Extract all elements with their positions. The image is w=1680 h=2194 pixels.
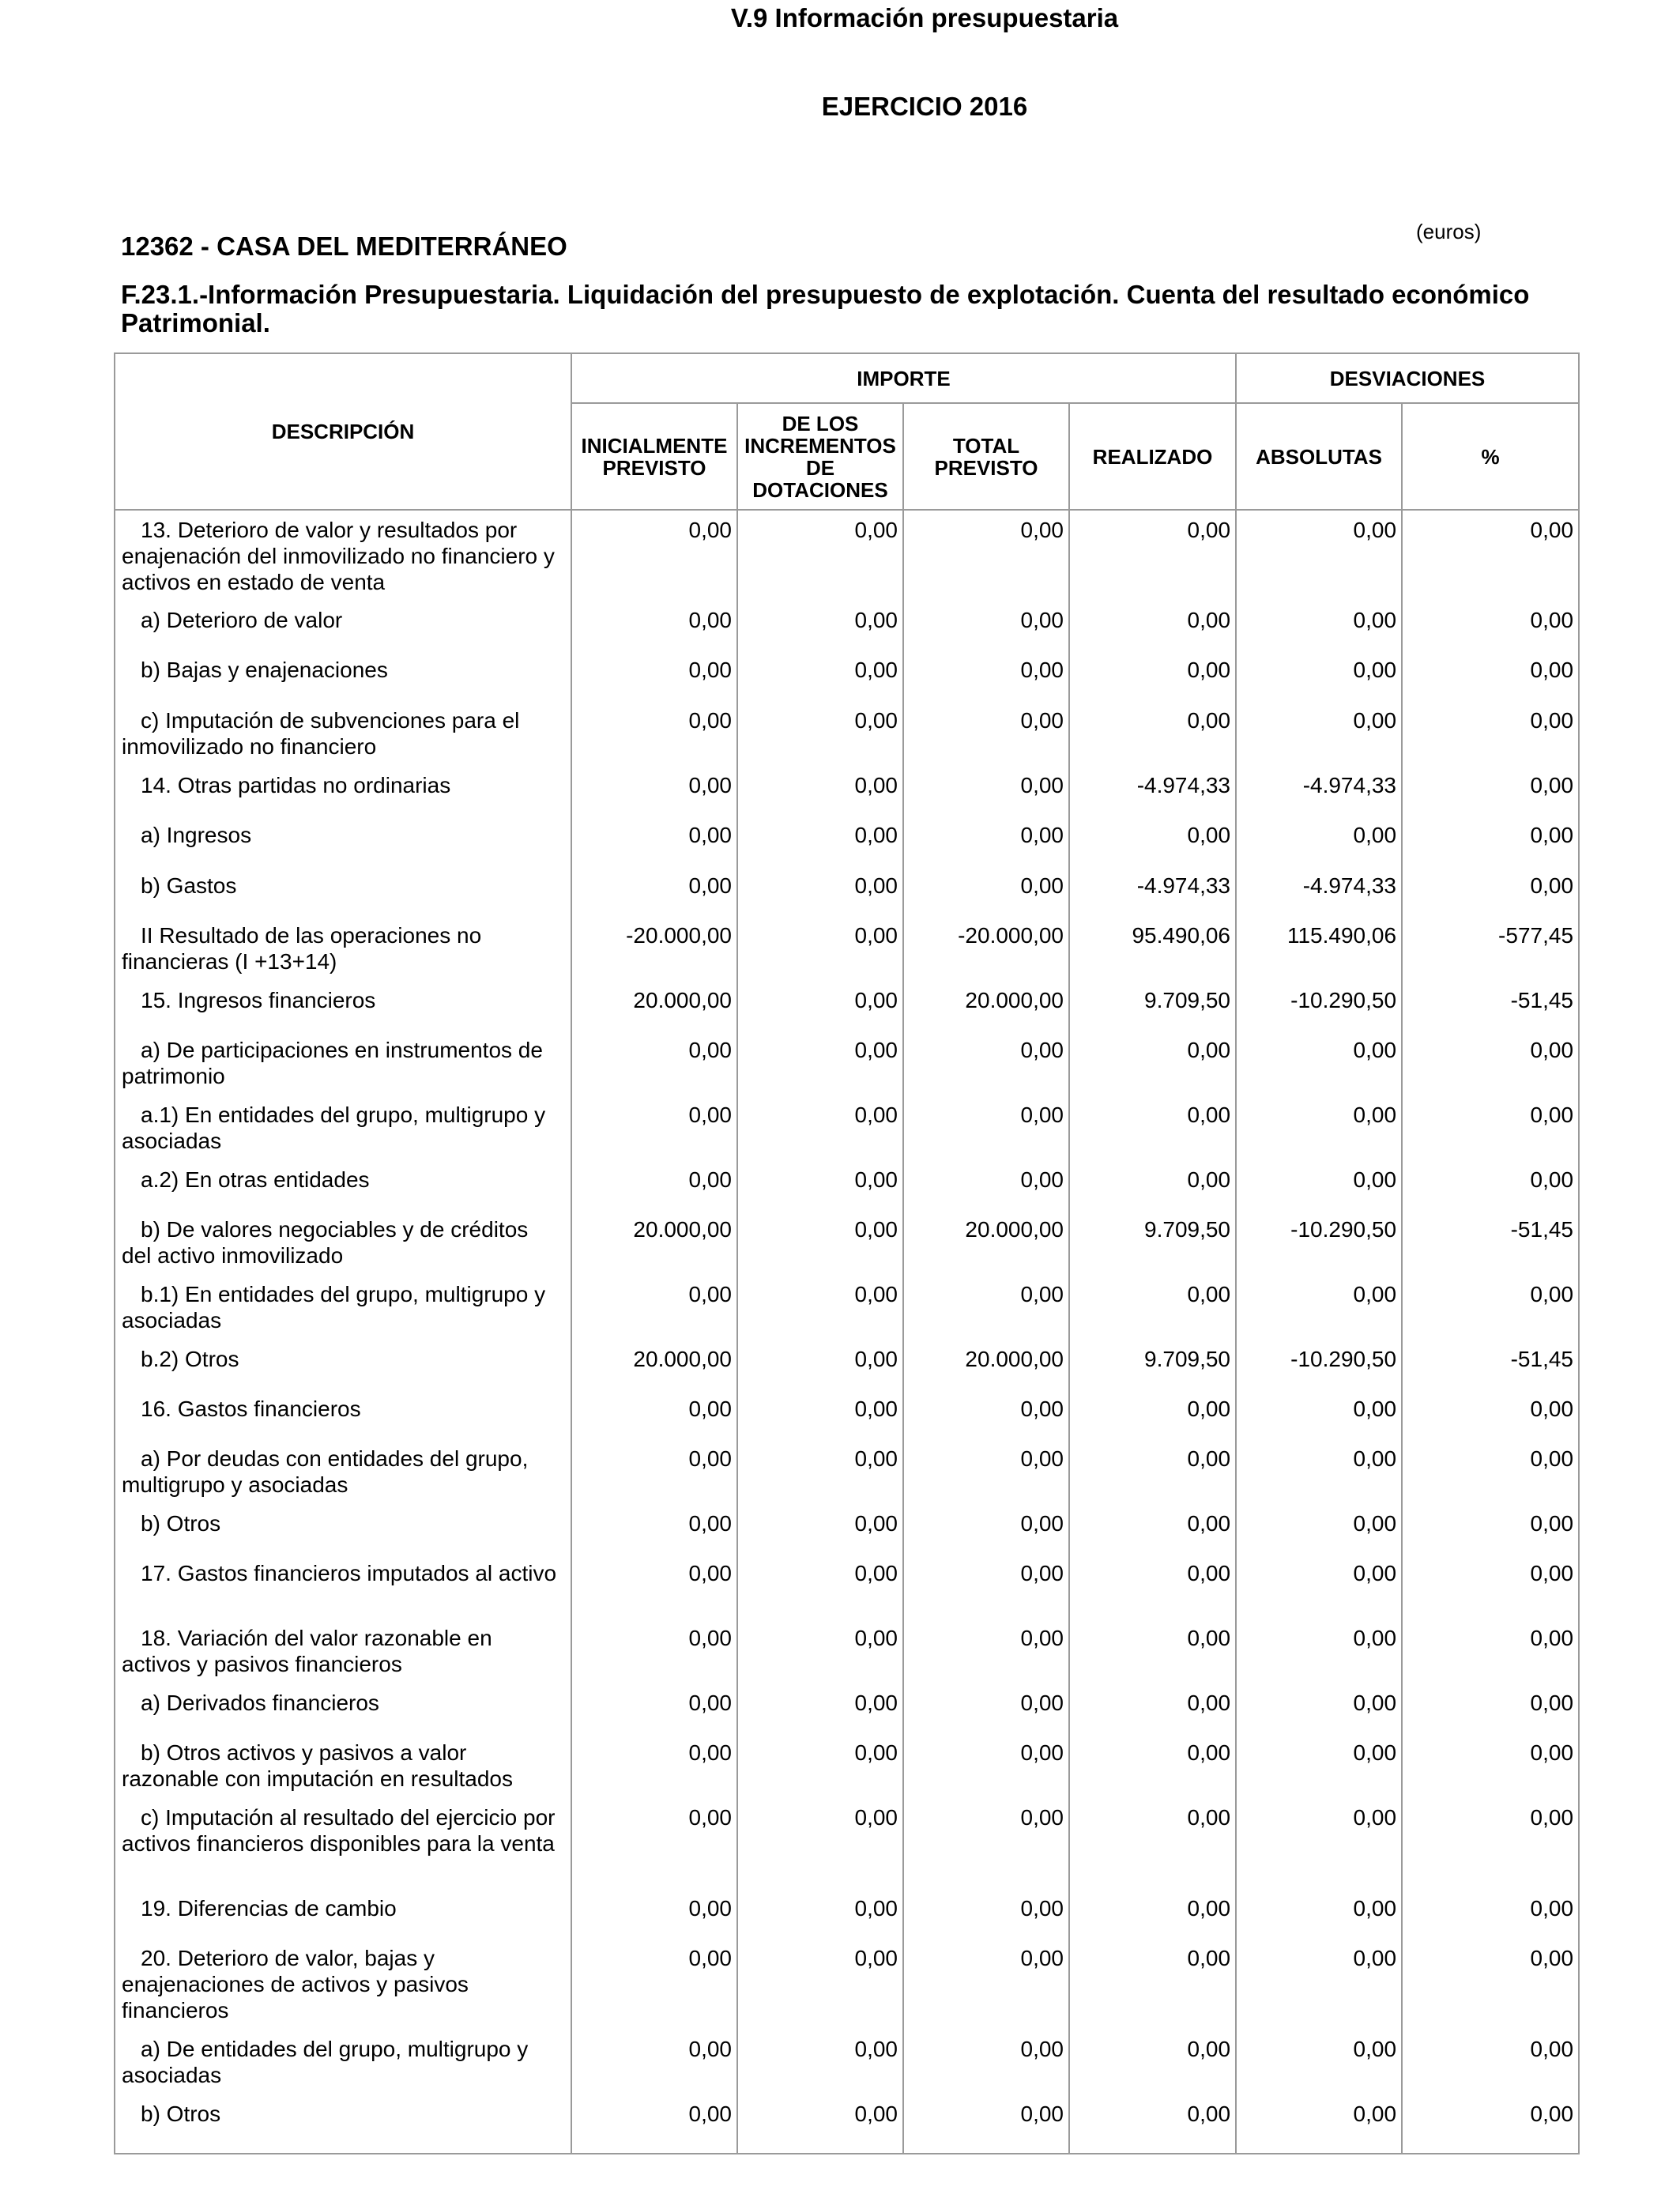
cell-percent: 0,00 [1402, 2030, 1579, 2094]
row-description-text: c) Imputación de subvenciones para el inmovilizado no financiero [122, 708, 520, 759]
cell-percent: 0,00 [1402, 1619, 1579, 1683]
header-percent: % [1402, 403, 1579, 510]
cell-percent: 0,00 [1402, 650, 1579, 701]
cell-realizado: 0,00 [1069, 1733, 1236, 1798]
row-description [115, 1095, 571, 1160]
table-row [115, 1160, 1579, 1210]
row-description-text: 18. Variación del valor razonable en activos y pasivos financieros [122, 1626, 492, 1676]
cell-inicialmente-previsto: 0,00 [571, 1389, 737, 1439]
cell-total-previsto: 0,00 [903, 1439, 1069, 1504]
cell-total-previsto: -20.000,00 [903, 916, 1069, 981]
row-description [115, 1439, 571, 1504]
cell-incrementos: 0,00 [737, 866, 903, 916]
table-row [115, 2030, 1579, 2094]
row-description-text: b.2) Otros [141, 1347, 239, 1371]
cell-inicialmente-previsto: 0,00 [571, 1095, 737, 1160]
row-description [115, 1031, 571, 1095]
cell-total-previsto: 0,00 [903, 510, 1069, 601]
cell-inicialmente-previsto: 20.000,00 [571, 1210, 737, 1275]
table-row [115, 816, 1579, 866]
cell-absolutas: 0,00 [1236, 510, 1402, 601]
cell-incrementos: 0,00 [737, 916, 903, 981]
table-row [115, 1275, 1579, 1340]
cell-total-previsto: 0,00 [903, 1095, 1069, 1160]
cell-total-previsto: 0,00 [903, 1683, 1069, 1733]
row-description [115, 1340, 571, 1389]
cell-percent: -51,45 [1402, 1340, 1579, 1389]
fiscal-year-heading: EJERCICIO 2016 [821, 92, 1028, 121]
row-description-text: a) Por deudas con entidades del grupo, multigrupo y asociadas [122, 1446, 529, 1497]
table-row [115, 1683, 1579, 1733]
cell-percent: 0,00 [1402, 1504, 1579, 1554]
cell-percent: 0,00 [1402, 1160, 1579, 1210]
table-row [115, 2094, 1579, 2154]
cell-incrementos: 0,00 [737, 766, 903, 816]
header-description: DESCRIPCIÓN [115, 353, 571, 510]
cell-absolutas: 0,00 [1236, 1031, 1402, 1095]
cell-inicialmente-previsto: 0,00 [571, 1733, 737, 1798]
row-description [115, 1683, 571, 1733]
table-row [115, 1439, 1579, 1504]
cell-total-previsto: 0,00 [903, 1031, 1069, 1095]
cell-absolutas: 0,00 [1236, 1619, 1402, 1683]
cell-inicialmente-previsto: 0,00 [571, 1683, 737, 1733]
cell-incrementos: 0,00 [737, 1160, 903, 1210]
cell-inicialmente-previsto: 0,00 [571, 1275, 737, 1340]
row-description-text: a) De entidades del grupo, multigrupo y asociadas [122, 2037, 529, 2087]
cell-realizado: 0,00 [1069, 650, 1236, 701]
cell-total-previsto: 0,00 [903, 1939, 1069, 2030]
row-description [115, 766, 571, 816]
row-description-text: a.1) En entidades del grupo, multigrupo y asociadas [122, 1103, 546, 1153]
cell-incrementos: 0,00 [737, 1619, 903, 1683]
cell-total-previsto: 0,00 [903, 1619, 1069, 1683]
table-row [115, 1798, 1579, 1889]
cell-total-previsto: 0,00 [903, 1889, 1069, 1939]
cell-incrementos: 0,00 [737, 701, 903, 766]
cell-inicialmente-previsto: 20.000,00 [571, 981, 737, 1031]
cell-incrementos: 0,00 [737, 1389, 903, 1439]
cell-realizado: 0,00 [1069, 1683, 1236, 1733]
table-header [115, 353, 1579, 510]
cell-incrementos: 0,00 [737, 1031, 903, 1095]
cell-incrementos: 0,00 [737, 1210, 903, 1275]
cell-inicialmente-previsto: 0,00 [571, 1439, 737, 1504]
row-description [115, 1554, 571, 1619]
table-row [115, 1554, 1579, 1619]
cell-percent: 0,00 [1402, 1554, 1579, 1619]
row-description [115, 1504, 571, 1554]
cell-total-previsto: 0,00 [903, 1733, 1069, 1798]
cell-total-previsto: 0,00 [903, 866, 1069, 916]
cell-total-previsto: 0,00 [903, 1160, 1069, 1210]
cell-total-previsto: 20.000,00 [903, 1340, 1069, 1389]
row-description-text: b) Gastos [141, 873, 237, 898]
cell-realizado: 9.709,50 [1069, 981, 1236, 1031]
cell-percent: 0,00 [1402, 2094, 1579, 2154]
table-row [115, 1389, 1579, 1439]
row-description [115, 1798, 571, 1889]
table-row [115, 1504, 1579, 1554]
cell-percent: 0,00 [1402, 1798, 1579, 1889]
cell-inicialmente-previsto: 0,00 [571, 816, 737, 866]
row-description-text: II Resultado de las operaciones no financieras (I +13+14) [122, 923, 482, 974]
cell-realizado: 0,00 [1069, 510, 1236, 601]
cell-realizado: 0,00 [1069, 1798, 1236, 1889]
header-realizado: REALIZADO [1069, 403, 1236, 510]
cell-incrementos: 0,00 [737, 1504, 903, 1554]
cell-incrementos: 0,00 [737, 650, 903, 701]
cell-total-previsto: 0,00 [903, 1389, 1069, 1439]
row-description [115, 866, 571, 916]
row-description [115, 1733, 571, 1798]
cell-percent: 0,00 [1402, 766, 1579, 816]
cell-incrementos: 0,00 [737, 1683, 903, 1733]
cell-absolutas: 0,00 [1236, 2094, 1402, 2154]
cell-incrementos: 0,00 [737, 2094, 903, 2154]
cell-incrementos: 0,00 [737, 816, 903, 866]
header-inicialmente-previsto: INICIALMENTE PREVISTO [571, 403, 737, 510]
row-description [115, 1210, 571, 1275]
cell-realizado: 0,00 [1069, 1439, 1236, 1504]
cell-incrementos: 0,00 [737, 1889, 903, 1939]
table-row [115, 1340, 1579, 1389]
row-description-text: b) Bajas y enajenaciones [141, 658, 388, 682]
cell-absolutas: -4.974,33 [1236, 766, 1402, 816]
row-description-text: a) Deterioro de valor [141, 608, 343, 632]
cell-absolutas: 0,00 [1236, 601, 1402, 650]
header-desviaciones: DESVIACIONES [1236, 353, 1579, 403]
cell-absolutas: 0,00 [1236, 650, 1402, 701]
cell-incrementos: 0,00 [737, 1095, 903, 1160]
row-description [115, 1275, 571, 1340]
table-row [115, 1939, 1579, 2030]
row-description-text: 14. Otras partidas no ordinarias [141, 773, 451, 797]
cell-realizado: -4.974,33 [1069, 766, 1236, 816]
row-description [115, 701, 571, 766]
row-description [115, 816, 571, 866]
cell-total-previsto: 0,00 [903, 816, 1069, 866]
cell-incrementos: 0,00 [737, 981, 903, 1031]
row-description-text: a) Derivados financieros [141, 1691, 379, 1715]
cell-percent: 0,00 [1402, 1389, 1579, 1439]
cell-percent: 0,00 [1402, 866, 1579, 916]
row-description [115, 1160, 571, 1210]
cell-realizado: 9.709,50 [1069, 1210, 1236, 1275]
cell-inicialmente-previsto: 0,00 [571, 1554, 737, 1619]
cell-total-previsto: 20.000,00 [903, 1210, 1069, 1275]
cell-absolutas: 0,00 [1236, 1889, 1402, 1939]
entity-name: 12362 - CASA DEL MEDITERRÁNEO [121, 232, 567, 261]
cell-total-previsto: 0,00 [903, 1798, 1069, 1889]
table-row [115, 1095, 1579, 1160]
row-description [115, 2030, 571, 2094]
cell-total-previsto: 0,00 [903, 2094, 1069, 2154]
cell-incrementos: 0,00 [737, 1439, 903, 1504]
cell-inicialmente-previsto: -20.000,00 [571, 916, 737, 981]
row-description-text: 20. Deterioro de valor, bajas y enajenaciones de activos y pasivos financieros [122, 1946, 469, 2022]
cell-absolutas: 0,00 [1236, 1939, 1402, 2030]
cell-percent: 0,00 [1402, 1889, 1579, 1939]
cell-realizado: 0,00 [1069, 2030, 1236, 2094]
row-description [115, 510, 571, 601]
cell-absolutas: -10.290,50 [1236, 981, 1402, 1031]
row-description [115, 981, 571, 1031]
table-row [115, 1889, 1579, 1939]
cell-absolutas: -4.974,33 [1236, 866, 1402, 916]
cell-percent: 0,00 [1402, 1095, 1579, 1160]
row-description-text: 17. Gastos financieros imputados al activo [141, 1561, 557, 1585]
cell-total-previsto: 0,00 [903, 1554, 1069, 1619]
cell-absolutas: 0,00 [1236, 1160, 1402, 1210]
row-description [115, 916, 571, 981]
cell-realizado: 0,00 [1069, 1504, 1236, 1554]
cell-inicialmente-previsto: 0,00 [571, 2030, 737, 2094]
table-row [115, 866, 1579, 916]
cell-percent: 0,00 [1402, 1683, 1579, 1733]
row-description [115, 650, 571, 701]
row-description-text: b) Otros [141, 1511, 221, 1536]
cell-incrementos: 0,00 [737, 1340, 903, 1389]
table-row [115, 650, 1579, 701]
cell-percent: -577,45 [1402, 916, 1579, 981]
row-description-text: b) De valores negociables y de créditos del activo inmovilizado [122, 1217, 529, 1268]
cell-inicialmente-previsto: 0,00 [571, 701, 737, 766]
table-row [115, 981, 1579, 1031]
row-description [115, 2094, 571, 2154]
cell-inicialmente-previsto: 0,00 [571, 1031, 737, 1095]
cell-percent: 0,00 [1402, 1275, 1579, 1340]
cell-realizado: 0,00 [1069, 1275, 1236, 1340]
cell-total-previsto: 0,00 [903, 701, 1069, 766]
cell-percent: 0,00 [1402, 510, 1579, 601]
cell-incrementos: 0,00 [737, 2030, 903, 2094]
cell-realizado: 0,00 [1069, 1095, 1236, 1160]
cell-realizado: 0,00 [1069, 1389, 1236, 1439]
cell-incrementos: 0,00 [737, 601, 903, 650]
cell-absolutas: 0,00 [1236, 1095, 1402, 1160]
cell-inicialmente-previsto: 20.000,00 [571, 1340, 737, 1389]
cell-inicialmente-previsto: 0,00 [571, 866, 737, 916]
cell-realizado: 0,00 [1069, 2094, 1236, 2154]
cell-realizado: -4.974,33 [1069, 866, 1236, 916]
cell-absolutas: 0,00 [1236, 816, 1402, 866]
cell-total-previsto: 0,00 [903, 1275, 1069, 1340]
cell-total-previsto: 20.000,00 [903, 981, 1069, 1031]
cell-inicialmente-previsto: 0,00 [571, 1504, 737, 1554]
cell-absolutas: 0,00 [1236, 1683, 1402, 1733]
row-description-text: 15. Ingresos financieros [141, 988, 376, 1012]
cell-inicialmente-previsto: 0,00 [571, 1160, 737, 1210]
cell-total-previsto: 0,00 [903, 1504, 1069, 1554]
cell-absolutas: -10.290,50 [1236, 1210, 1402, 1275]
cell-absolutas: 0,00 [1236, 701, 1402, 766]
row-description-text: a.2) En otras entidades [141, 1167, 370, 1192]
table-row [115, 1733, 1579, 1798]
table-row [115, 916, 1579, 981]
cell-incrementos: 0,00 [737, 1275, 903, 1340]
cell-percent: -51,45 [1402, 981, 1579, 1031]
row-description [115, 1619, 571, 1683]
cell-percent: 0,00 [1402, 1939, 1579, 2030]
cell-inicialmente-previsto: 0,00 [571, 1798, 737, 1889]
header-total-previsto: TOTAL PREVISTO [903, 403, 1069, 510]
report-section-title: V.9 Información presupuestaria [730, 3, 1119, 32]
cell-absolutas: -10.290,50 [1236, 1340, 1402, 1389]
row-description-text: a) Ingresos [141, 823, 252, 847]
row-description-text: a) De participaciones en instrumentos de patrimonio [122, 1038, 543, 1088]
cell-realizado: 0,00 [1069, 1031, 1236, 1095]
table-row [115, 701, 1579, 766]
cell-percent: -51,45 [1402, 1210, 1579, 1275]
table-row [115, 766, 1579, 816]
row-description-text: b.1) En entidades del grupo, multigrupo y asociadas [122, 1282, 546, 1333]
cell-absolutas: 0,00 [1236, 1389, 1402, 1439]
table-row [115, 510, 1579, 601]
cell-incrementos: 0,00 [737, 1798, 903, 1889]
cell-total-previsto: 0,00 [903, 650, 1069, 701]
row-description [115, 1939, 571, 2030]
cell-absolutas: 0,00 [1236, 1439, 1402, 1504]
cell-percent: 0,00 [1402, 1439, 1579, 1504]
table-row [115, 1031, 1579, 1095]
cell-realizado: 0,00 [1069, 1160, 1236, 1210]
cell-incrementos: 0,00 [737, 510, 903, 601]
table-row [115, 1619, 1579, 1683]
row-description-text: 16. Gastos financieros [141, 1397, 361, 1421]
currency-units-label: (euros) [1416, 220, 1482, 243]
table-body [115, 510, 1579, 2154]
cell-inicialmente-previsto: 0,00 [571, 1889, 737, 1939]
cell-realizado: 0,00 [1069, 816, 1236, 866]
cell-percent: 0,00 [1402, 601, 1579, 650]
cell-realizado: 0,00 [1069, 1889, 1236, 1939]
cell-absolutas: 115.490,06 [1236, 916, 1402, 981]
cell-absolutas: 0,00 [1236, 1798, 1402, 1889]
cell-absolutas: 0,00 [1236, 1554, 1402, 1619]
cell-realizado: 0,00 [1069, 601, 1236, 650]
row-description-text: b) Otros [141, 2102, 221, 2126]
cell-absolutas: 0,00 [1236, 1504, 1402, 1554]
budget-table [114, 352, 1580, 2154]
cell-percent: 0,00 [1402, 1733, 1579, 1798]
cell-realizado: 0,00 [1069, 701, 1236, 766]
cell-absolutas: 0,00 [1236, 2030, 1402, 2094]
row-description-text: b) Otros activos y pasivos a valor razonable con imputación en resultados [122, 1740, 513, 1791]
cell-incrementos: 0,00 [737, 1554, 903, 1619]
cell-absolutas: 0,00 [1236, 1275, 1402, 1340]
cell-absolutas: 0,00 [1236, 1733, 1402, 1798]
cell-total-previsto: 0,00 [903, 766, 1069, 816]
row-description [115, 1389, 571, 1439]
cell-inicialmente-previsto: 0,00 [571, 766, 737, 816]
cell-incrementos: 0,00 [737, 1733, 903, 1798]
cell-inicialmente-previsto: 0,00 [571, 1619, 737, 1683]
header-importe: IMPORTE [571, 353, 1236, 403]
cell-total-previsto: 0,00 [903, 2030, 1069, 2094]
cell-percent: 0,00 [1402, 816, 1579, 866]
header-absolutas: ABSOLUTAS [1236, 403, 1402, 510]
cell-inicialmente-previsto: 0,00 [571, 1939, 737, 2030]
table-row [115, 1210, 1579, 1275]
row-description-text: c) Imputación al resultado del ejercicio por activos financieros disponibles para la venta [122, 1805, 556, 1856]
cell-incrementos: 0,00 [737, 1939, 903, 2030]
cell-inicialmente-previsto: 0,00 [571, 510, 737, 601]
cell-percent: 0,00 [1402, 1031, 1579, 1095]
cell-realizado: 95.490,06 [1069, 916, 1236, 981]
cell-realizado: 0,00 [1069, 1939, 1236, 2030]
row-description-text: 13. Deterioro de valor y resultados por enajenación del inmovilizado no financiero y activos en estado de venta [122, 518, 555, 594]
form-title: F.23.1.-Información Presupuestaria. Liquidación del presupuesto de explotación. Cuenta del resultado económico Patrimonial. [121, 280, 1530, 337]
cell-inicialmente-previsto: 0,00 [571, 650, 737, 701]
cell-inicialmente-previsto: 0,00 [571, 2094, 737, 2154]
row-description [115, 601, 571, 650]
header-incrementos-dotaciones: DE LOS INCREMENTOS DE DOTACIONES [737, 403, 903, 510]
cell-inicialmente-previsto: 0,00 [571, 601, 737, 650]
cell-total-previsto: 0,00 [903, 601, 1069, 650]
table-row [115, 601, 1579, 650]
cell-percent: 0,00 [1402, 701, 1579, 766]
row-description [115, 1889, 571, 1939]
row-description-text: 19. Diferencias de cambio [141, 1896, 397, 1921]
cell-realizado: 9.709,50 [1069, 1340, 1236, 1389]
cell-realizado: 0,00 [1069, 1619, 1236, 1683]
cell-realizado: 0,00 [1069, 1554, 1236, 1619]
